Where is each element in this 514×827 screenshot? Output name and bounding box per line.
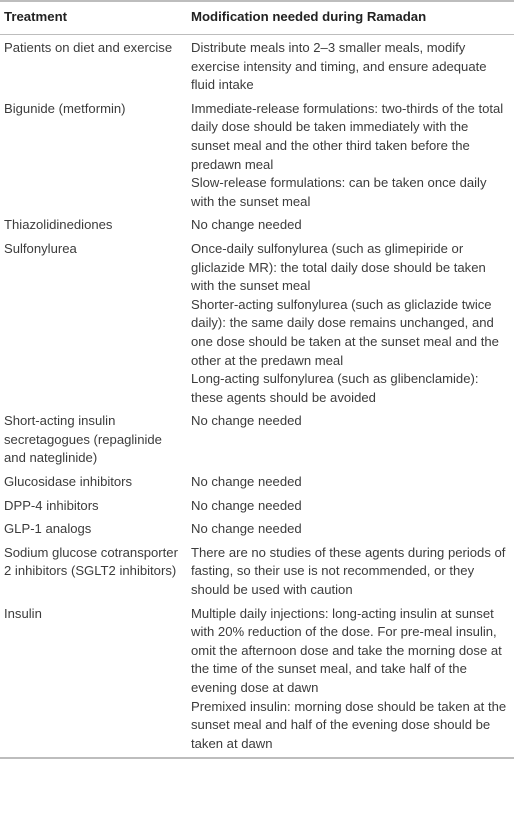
modification-cell (187, 214, 514, 238)
modification-cell (187, 471, 514, 495)
modification-text: Immediate-release formulations: two-thirds of the total daily dose should be taken immediately with the sunset meal and the other third taken before the predawn meal (191, 100, 504, 172)
treatment-cell: Sulfonylurea (4, 240, 77, 256)
modification-text: No change needed (191, 413, 302, 429)
modification-cell (187, 542, 514, 603)
modification-cell (187, 518, 514, 542)
table-row-thiazolidinediones (0, 214, 514, 238)
modification-cell (187, 98, 514, 215)
header-treatment: Treatment (0, 1, 187, 35)
treatment-cell: Thiazolidinediones (4, 217, 113, 233)
treatment-cell: Glucosidase inhibitors (4, 474, 133, 490)
modification-cell (187, 35, 514, 98)
treatment-cell: Patients on diet and exercise (4, 40, 173, 55)
table-row-insulin (0, 603, 514, 759)
table-row-dpp4 (0, 495, 514, 519)
modification-text: Once-daily sulfonylurea (such as glimepiride or gliclazide MR): the total daily dose should be taken with the sunset meal (191, 240, 486, 294)
modification-text: Distribute meals into 2–3 smaller meals, modify exercise intensity and timing, and ensure adequate fluid intake (191, 40, 487, 93)
modification-text: Premixed insulin: morning dose should be taken at the sunset meal and half of the evening dose should be taken at dawn (191, 698, 507, 751)
modification-text: Long-acting sulfonylurea (such as glibenclamide): these agents should be avoided (191, 371, 479, 405)
modification-cell (187, 410, 514, 471)
modification-text: Multiple daily injections: long-acting insulin at sunset with 20% reduction of the dose. For pre-meal insulin, omit the afternoon dose and take the morning dose at the time of the sunset meal, and take half of the evening dose at dawn (191, 605, 502, 695)
table-row-diet-exercise (0, 35, 514, 98)
modification-cell (187, 238, 514, 410)
treatment-cell: Insulin (0, 603, 187, 759)
modification-text: Shorter-acting sulfonylurea (such as gliclazide twice daily): the same daily dose remains unchanged, and one dose should be taken at the sunset meal and the other at the predawn meal (191, 296, 499, 368)
table-row-secretagogues (0, 410, 514, 471)
modification-text: There are no studies of these agents during periods of fasting, so their use is not recommended, or they should be used with caution (191, 544, 506, 598)
treatment-cell: Bigunide (metformin) (4, 100, 126, 116)
table-row-glp1 (0, 518, 514, 542)
modification-cell (187, 495, 514, 519)
modification-text: No change needed (191, 217, 302, 233)
header-modification: Modification needed during Ramadan (187, 1, 514, 35)
treatment-cell: GLP-1 analogs (4, 521, 92, 537)
table-row-metformin (0, 98, 514, 215)
treatment-cell: Sodium glucose cotransporter 2 inhibitors (SGLT2 inhibitors) (4, 544, 178, 579)
modification-text: No change needed (191, 474, 302, 490)
modification-text: Slow-release formulations: can be taken once daily with the sunset meal (191, 175, 487, 209)
treatment-cell: Short-acting insulin secretagogues (repaglinide and nateglinide) (4, 413, 162, 466)
modification-text: No change needed (191, 497, 302, 513)
modification-cell (187, 603, 514, 759)
modification-text: No change needed (191, 521, 302, 537)
table-row-sulfonylurea (0, 238, 514, 410)
table-row-sglt2 (0, 542, 514, 603)
table-row-glucosidase (0, 471, 514, 495)
table-header-row (0, 1, 514, 35)
treatment-cell: DPP-4 inhibitors (4, 497, 99, 513)
